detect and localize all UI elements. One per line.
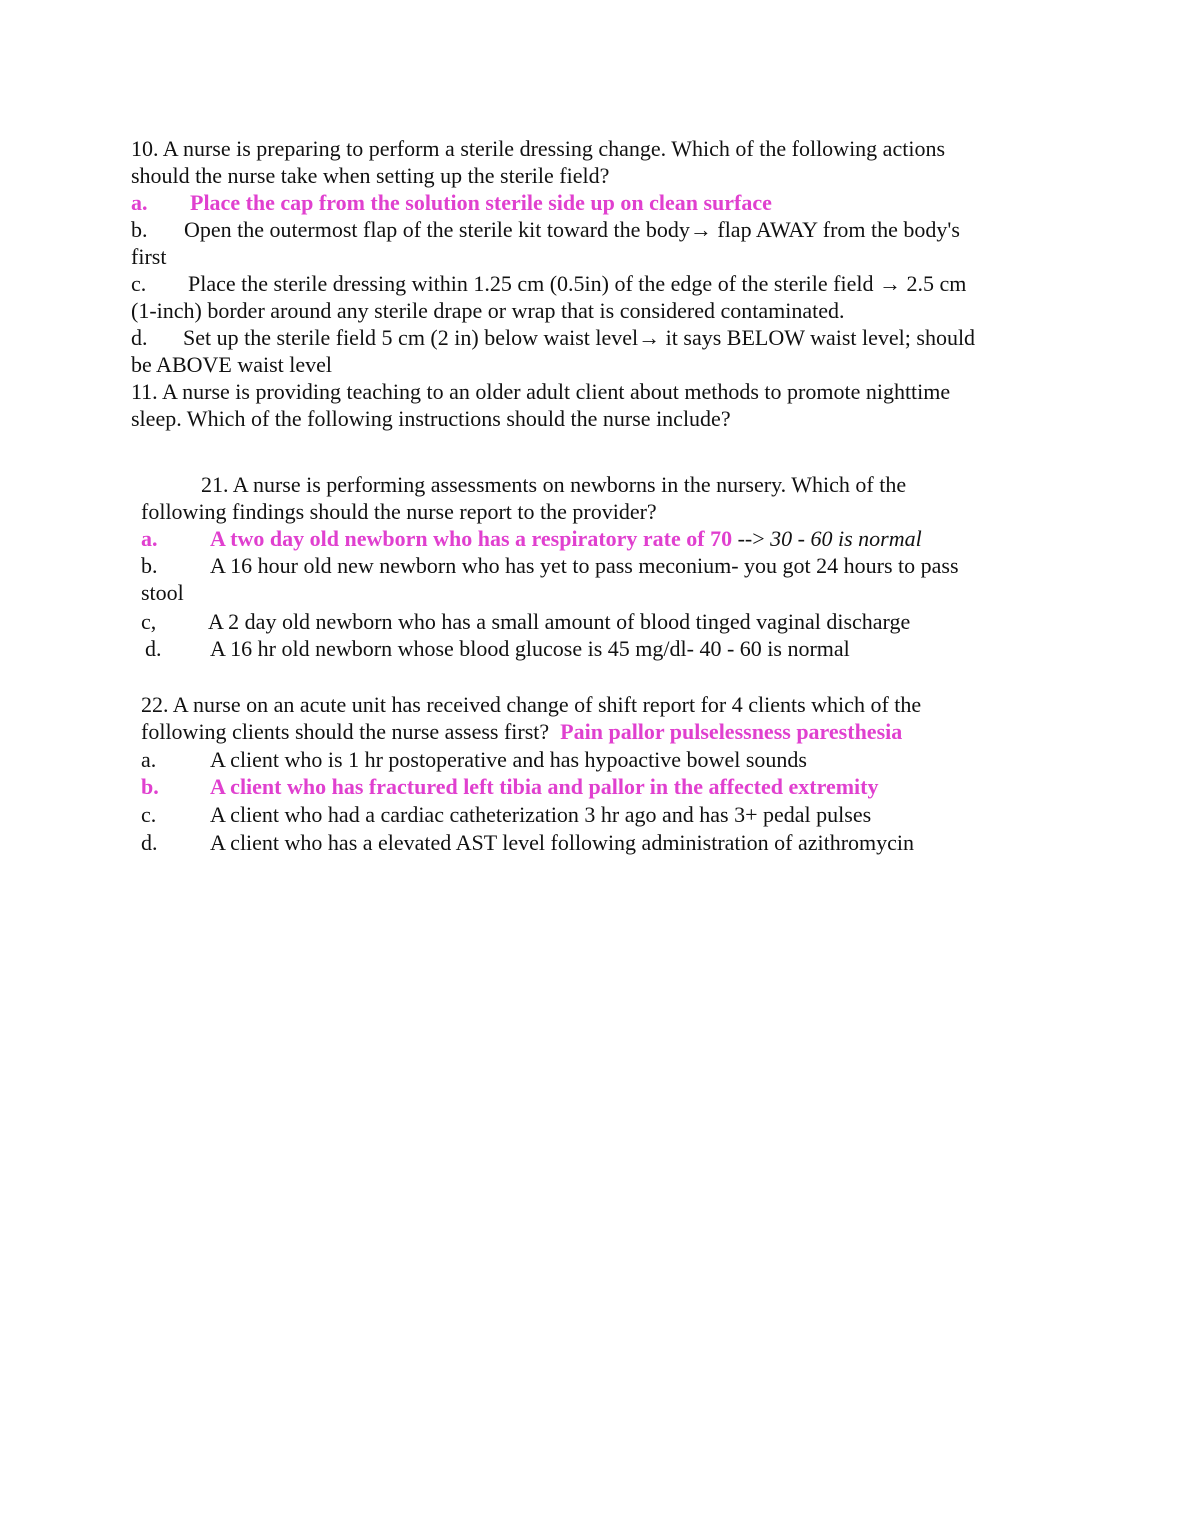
q22-option-b-text: A client who has fractured left tibia and pallor in the affected extremity	[210, 774, 879, 799]
q10-option-b-continuation: first	[131, 244, 167, 269]
q10-option-b-text: Open the outermost flap of the sterile kit toward the body→ flap AWAY from the body's	[184, 217, 960, 242]
q10-option-a-label: a.	[131, 190, 148, 215]
q11-stem-line-1: 11. A nurse is providing teaching to an older adult client about methods to promote nighttime	[131, 379, 951, 404]
q22-answer-hint: Pain pallor pulselessness paresthesia	[560, 719, 903, 744]
q21-option-c-text: A 2 day old newborn who has a small amount of blood tinged vaginal discharge	[208, 609, 911, 634]
q22-stem-line-2	[141, 718, 902, 745]
q22-option-c	[141, 801, 871, 828]
q22-option-b-label: b.	[141, 774, 159, 799]
q11-stem-line-2: sleep. Which of the following instructions should the nurse include?	[131, 406, 731, 431]
q21-option-a-arrow: -->	[732, 526, 771, 551]
q22-option-d-text: A client who has a elevated AST level following administration of azithromycin	[210, 830, 915, 855]
q22-option-b	[141, 773, 878, 800]
q10-option-a-text: Place the cap from the solution sterile side up on clean surface	[190, 190, 772, 215]
q21-option-b-continuation: stool	[141, 580, 184, 605]
q10-option-c-label: c.	[131, 271, 147, 296]
q21-option-d-text: A 16 hr old newborn whose blood glucose is 45 mg/dl- 40 - 60 is normal	[210, 636, 850, 661]
q21-option-b	[141, 552, 959, 579]
q22-option-c-text: A client who had a cardiac catheterization 3 hr ago and has 3+ pedal pulses	[210, 802, 872, 827]
q22-option-a-label: a.	[141, 747, 157, 772]
q10-stem-line-1: 10. A nurse is preparing to perform a sterile dressing change. Which of the following actions	[131, 136, 945, 161]
q21-option-d	[145, 635, 850, 662]
q22-option-d	[141, 829, 914, 856]
q21-stem-line-1: 21. A nurse is performing assessments on newborns in the nursery. Which of the	[201, 472, 907, 497]
q22-stem-line-2-text: following clients should the nurse assess first?	[141, 719, 561, 744]
q10-option-c-text: Place the sterile dressing within 1.25 cm (0.5in) of the edge of the sterile field → 2.5 cm	[188, 271, 967, 296]
q21-option-a-text: A two day old newborn who has a respiratory rate of 70	[210, 526, 733, 551]
q21-option-a-note: 30 - 60 is normal	[770, 526, 922, 551]
q10-option-d-label: d.	[131, 325, 148, 350]
q10-option-c	[131, 270, 966, 297]
q21-option-c	[141, 608, 910, 635]
q22-option-a-text: A client who is 1 hr postoperative and has hypoactive bowel sounds	[210, 747, 807, 772]
q21-option-a	[141, 525, 922, 552]
q10-option-d-text: Set up the sterile field 5 cm (2 in) below waist level→ it says BELOW waist level; should	[183, 325, 976, 350]
q22-stem-line-1: 22. A nurse on an acute unit has received change of shift report for 4 clients which of the	[141, 692, 922, 717]
q10-option-b	[131, 216, 960, 243]
q10-option-c-continuation: (1-inch) border around any sterile drape or wrap that is considered contaminated.	[131, 298, 845, 323]
q21-option-b-label: b.	[141, 553, 158, 578]
q21-stem-line-2: following findings should the nurse report to the provider?	[141, 499, 657, 524]
q21-option-d-label: d.	[145, 636, 162, 661]
q22-option-c-label: c.	[141, 802, 157, 827]
q10-stem-line-2: should the nurse take when setting up the sterile field?	[131, 163, 610, 188]
q21-option-a-label: a.	[141, 526, 158, 551]
q22-option-d-label: d.	[141, 830, 158, 855]
q10-option-a	[131, 189, 772, 216]
q21-option-b-text: A 16 hour old new newborn who has yet to pass meconium- you got 24 hours to pass	[210, 553, 959, 578]
q10-option-d	[131, 324, 975, 351]
q21-option-c-label: c,	[141, 609, 157, 634]
q10-option-b-label: b.	[131, 217, 148, 242]
q22-option-a	[141, 746, 807, 773]
q10-option-d-continuation: be ABOVE waist level	[131, 352, 333, 377]
